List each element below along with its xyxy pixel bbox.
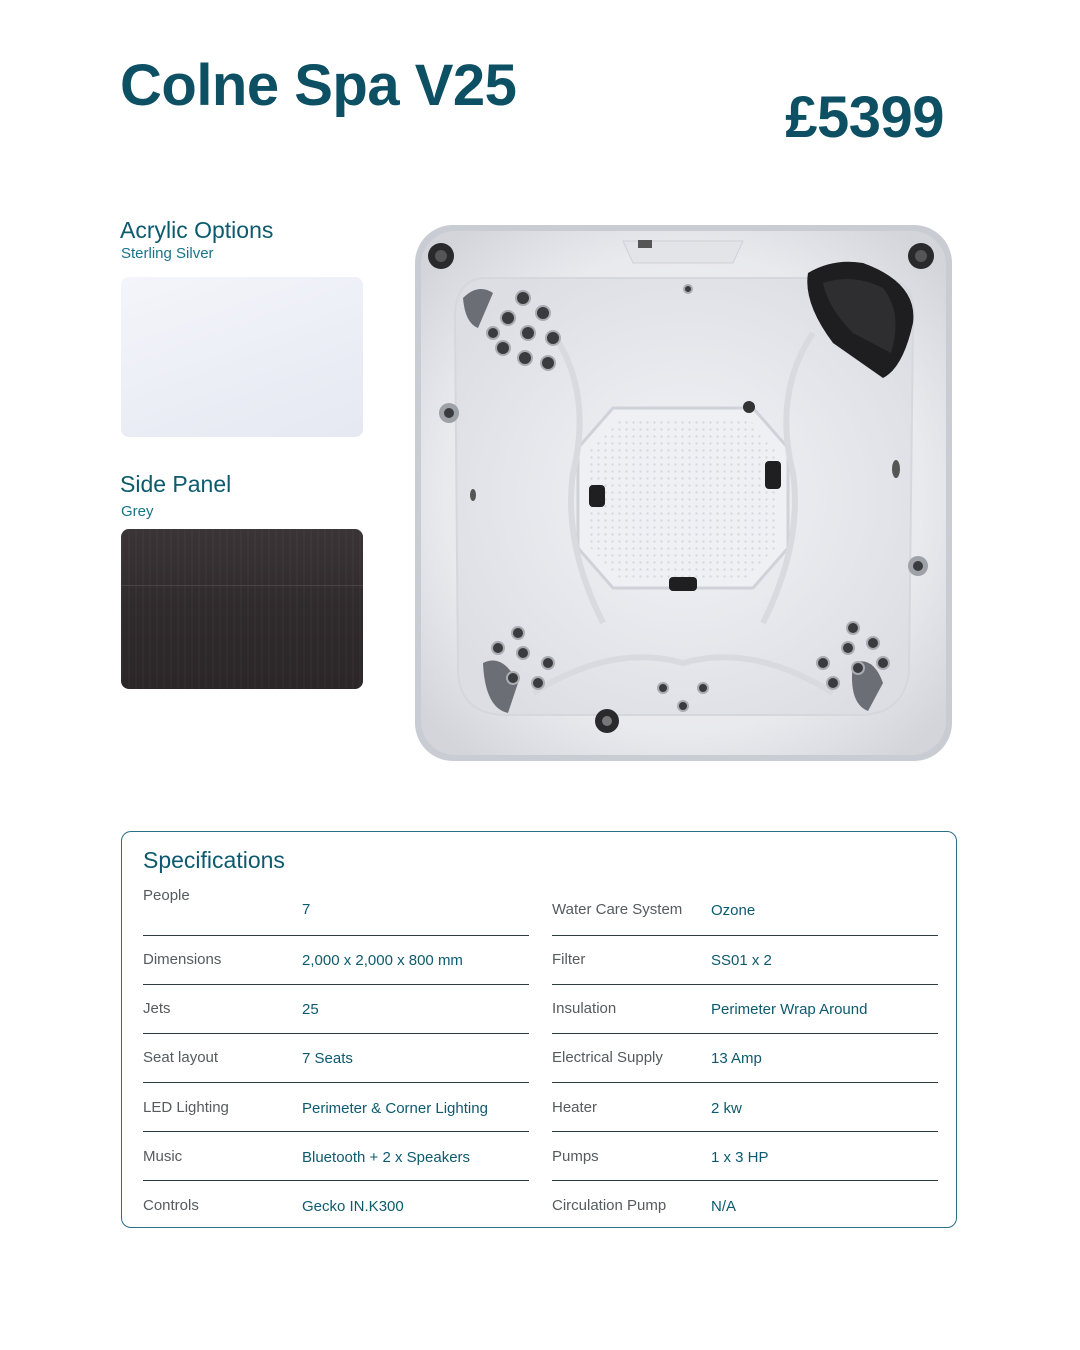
spec-value: 1 x 3 HP xyxy=(711,1149,769,1166)
spec-row-music xyxy=(143,1132,529,1181)
spec-label: Jets xyxy=(143,1000,171,1017)
side-panel-swatch-grey xyxy=(121,529,363,689)
spec-value: 25 xyxy=(302,1001,319,1018)
spec-row-jets xyxy=(143,985,529,1034)
acrylic-options-heading: Acrylic Options xyxy=(120,217,274,243)
spec-row-seat-layout xyxy=(143,1034,529,1083)
spec-label: Water Care System xyxy=(552,901,683,918)
spec-value: 7 Seats xyxy=(302,1050,353,1067)
spec-row-controls xyxy=(143,1181,529,1230)
spec-label: Filter xyxy=(552,951,586,968)
spec-row-heater xyxy=(552,1083,938,1132)
specifications-panel xyxy=(121,831,957,1228)
spec-label: Electrical Supply xyxy=(552,1049,663,1066)
spec-value: Perimeter & Corner Lighting xyxy=(302,1100,488,1117)
specifications-heading: Specifications xyxy=(143,847,285,873)
spec-row-insulation xyxy=(552,985,938,1034)
spec-row-water-care-system xyxy=(552,887,938,936)
side-panel-value: Grey xyxy=(121,503,154,520)
spec-row-people xyxy=(143,887,529,936)
product-price: £5399 xyxy=(785,85,944,150)
spec-label: Controls xyxy=(143,1197,199,1214)
acrylic-option-value: Sterling Silver xyxy=(121,245,214,262)
spec-value: 13 Amp xyxy=(711,1050,762,1067)
spec-label: Dimensions xyxy=(143,951,222,968)
spa-top-view-image xyxy=(413,223,954,763)
spec-row-pumps xyxy=(552,1132,938,1181)
spec-value: 2,000 x 2,000 x 800 mm xyxy=(302,952,463,969)
acrylic-swatch-sterling-silver xyxy=(121,277,363,437)
product-title: Colne Spa V25 xyxy=(120,53,517,118)
spec-value: Gecko IN.K300 xyxy=(302,1198,404,1215)
spec-value: 2 kw xyxy=(711,1100,742,1117)
spec-row-dimensions xyxy=(143,936,529,985)
spec-value: N/A xyxy=(711,1198,737,1215)
side-panel-heading: Side Panel xyxy=(120,471,232,497)
spec-value: Ozone xyxy=(711,902,756,919)
spec-value: Bluetooth + 2 x Speakers xyxy=(302,1149,471,1166)
spec-label: Heater xyxy=(552,1099,598,1116)
spec-label: Circulation Pump xyxy=(552,1197,667,1214)
spec-row-electrical-supply xyxy=(552,1034,938,1083)
spec-row-circulation-pump xyxy=(552,1181,938,1230)
spec-label: Seat layout xyxy=(143,1049,219,1066)
spec-row-filter xyxy=(552,936,938,985)
spec-label: Music xyxy=(143,1148,183,1165)
spec-label: People xyxy=(143,887,190,904)
spec-label: Insulation xyxy=(552,1000,617,1017)
spec-value: Perimeter Wrap Around xyxy=(711,1001,868,1018)
spec-row-led-lighting xyxy=(143,1083,529,1132)
spec-value: SS01 x 2 xyxy=(711,952,772,969)
spec-label: LED Lighting xyxy=(143,1099,229,1116)
spec-value: 7 xyxy=(302,901,311,918)
spec-label: Pumps xyxy=(552,1148,599,1165)
